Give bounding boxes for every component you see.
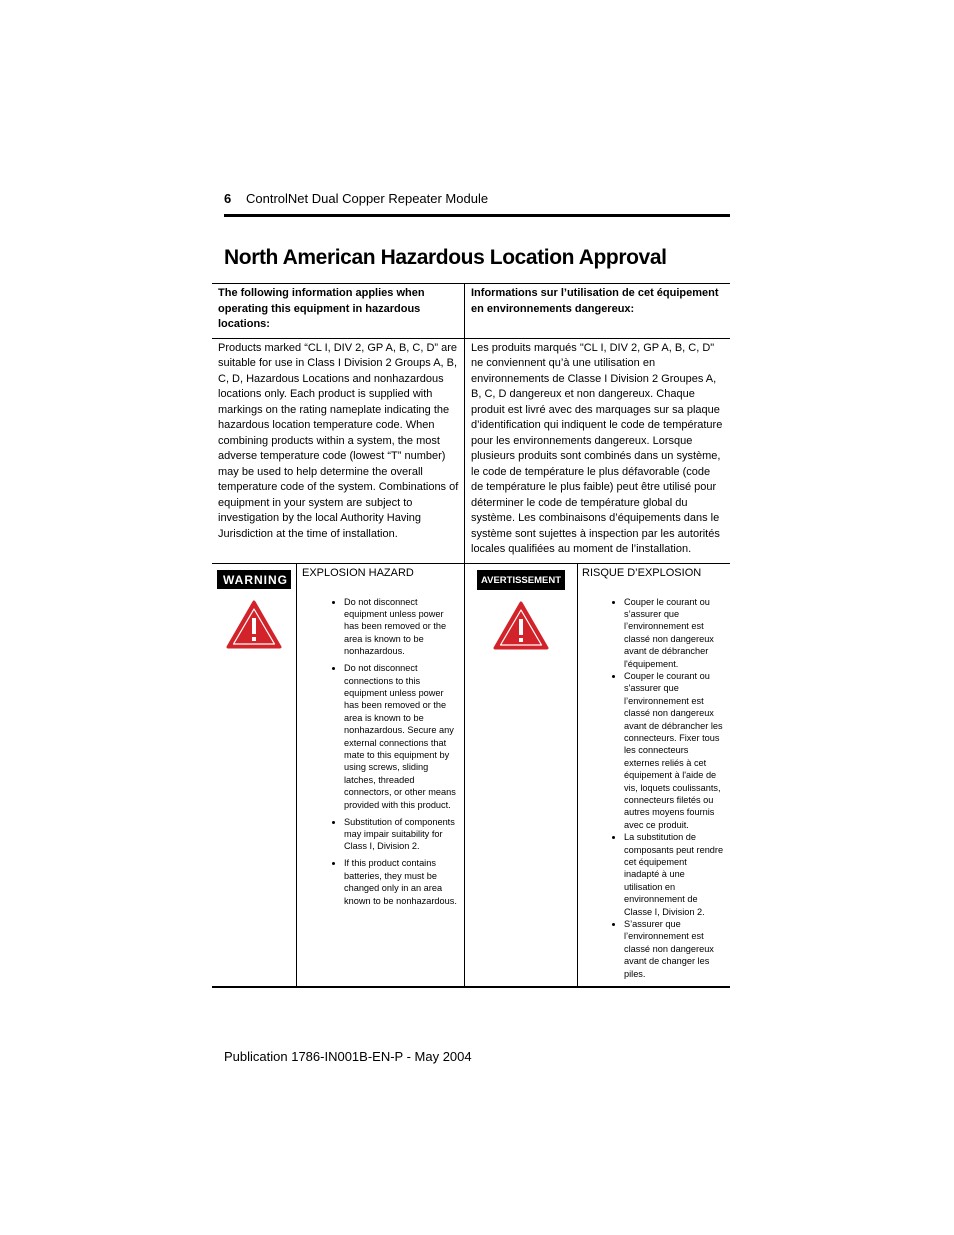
list-item: • Substitution of components may impair suitability for Class I, Division 2. bbox=[344, 816, 460, 853]
header-rule bbox=[224, 214, 730, 217]
hazard-info-table bbox=[212, 283, 730, 988]
list-item: • S’assurer que l’environnement est classé non dangereux avant de changer les piles. bbox=[624, 918, 724, 980]
page-header bbox=[224, 191, 730, 206]
avertissement-text-cell bbox=[578, 564, 730, 987]
list-item: • La substitution de composants peut rendre cet équipement inadapté à une utilisation en environnement de Classe I, Division 2. bbox=[624, 831, 724, 918]
body-en: Products marked “CL I, DIV 2, GP A, B, C, D” are suitable for use in Class I Division 2 Groups A, B, C, D, Hazardous Locations and nonhazardous locations only. Each product is supplied with markings on the rating nameplate indicating the hazardous location temperature code. When combining products within a system, the most adverse temperature code (lowest “T” number) may be used to help determine the overall temperature code of the system. Combinations of equipment in your system are subject to investigation by the local Authority Having Jurisdiction at the time of installation. bbox=[212, 339, 465, 563]
list-item: • Couper le courant ou s'assurer que l’environnement est classé non dangereux avant de débrancher les connecteurs. Fixer tous les connecteurs externes reliés à cet équipement à l'aide de vis, loquets coulissants, connecteurs filetés ou autres moyens fournis avec ce produit. bbox=[624, 670, 724, 831]
warning-triangle-icon bbox=[493, 601, 549, 651]
page-number: 6 bbox=[224, 191, 232, 206]
avertissement-list bbox=[582, 596, 724, 981]
warning-row bbox=[212, 564, 730, 987]
table-body-row bbox=[212, 339, 730, 564]
explosion-hazard-heading: EXPLOSION HAZARD bbox=[302, 566, 414, 579]
publication-footer: Publication 1786-IN001B-EN-P - May 2004 bbox=[224, 1049, 472, 1064]
warning-list bbox=[302, 596, 460, 908]
list-item: • Do not disconnect equipment unless power has been removed or the area is known to be nonhazardous. bbox=[344, 596, 460, 658]
header-fr: Informations sur l’utilisation de cet équipement en environnements dangereux: bbox=[471, 287, 719, 315]
list-item: • Couper le courant ou s’assurer que l’environnement est classé non dangereux avant de débrancher l'équipement. bbox=[624, 596, 724, 670]
warning-icon-cell bbox=[212, 564, 297, 987]
avertissement-badge: AVERTISSEMENT bbox=[477, 570, 565, 590]
list-item: • If this product contains batteries, they must be changed only in an area known to be nonhazardous. bbox=[344, 857, 460, 907]
body-fr: Les produits marqués "CL I, DIV 2, GP A, B, C, D" ne conviennent qu’à une utilisation en environnements de Classe I Division 2 Groupes A, B, C, D dangereux et non dangereux. Chaque produit est livré avec des marquages sur sa plaque d’identification qui indiquent le code de température pour les environnements dangereux. Lorsque plusieurs produits sont combinés dans un système, le code de température le plus défavorable (code de température le plus faible) peut être utilisé pour déterminer le code de température global du système. Les combinaisons d’équipements dans le système sont sujettes à inspection par les autorités locales qualifiées au moment de l’installation. bbox=[471, 341, 723, 555]
warning-triangle-icon bbox=[226, 600, 282, 650]
list-item: • Do not disconnect connections to this equipment unless power has been removed or the area is known to be nonhazardous. Secure any external connections that mate to this equipment by using screws, sliding latches, threaded connectors, or other means provided with this product. bbox=[344, 662, 460, 811]
section-title: North American Hazardous Location Approval bbox=[224, 246, 667, 269]
header-en: The following information applies when operating this equipment in hazardous locations: bbox=[212, 284, 465, 338]
warning-badge: WARNING bbox=[217, 570, 291, 589]
risque-explosion-heading: RISQUE D’EXPLOSION bbox=[582, 566, 702, 579]
table-header-row bbox=[212, 284, 730, 339]
document-title: ControlNet Dual Copper Repeater Module bbox=[246, 191, 489, 206]
warning-text-cell bbox=[297, 564, 465, 987]
avertissement-icon-cell bbox=[465, 564, 578, 987]
